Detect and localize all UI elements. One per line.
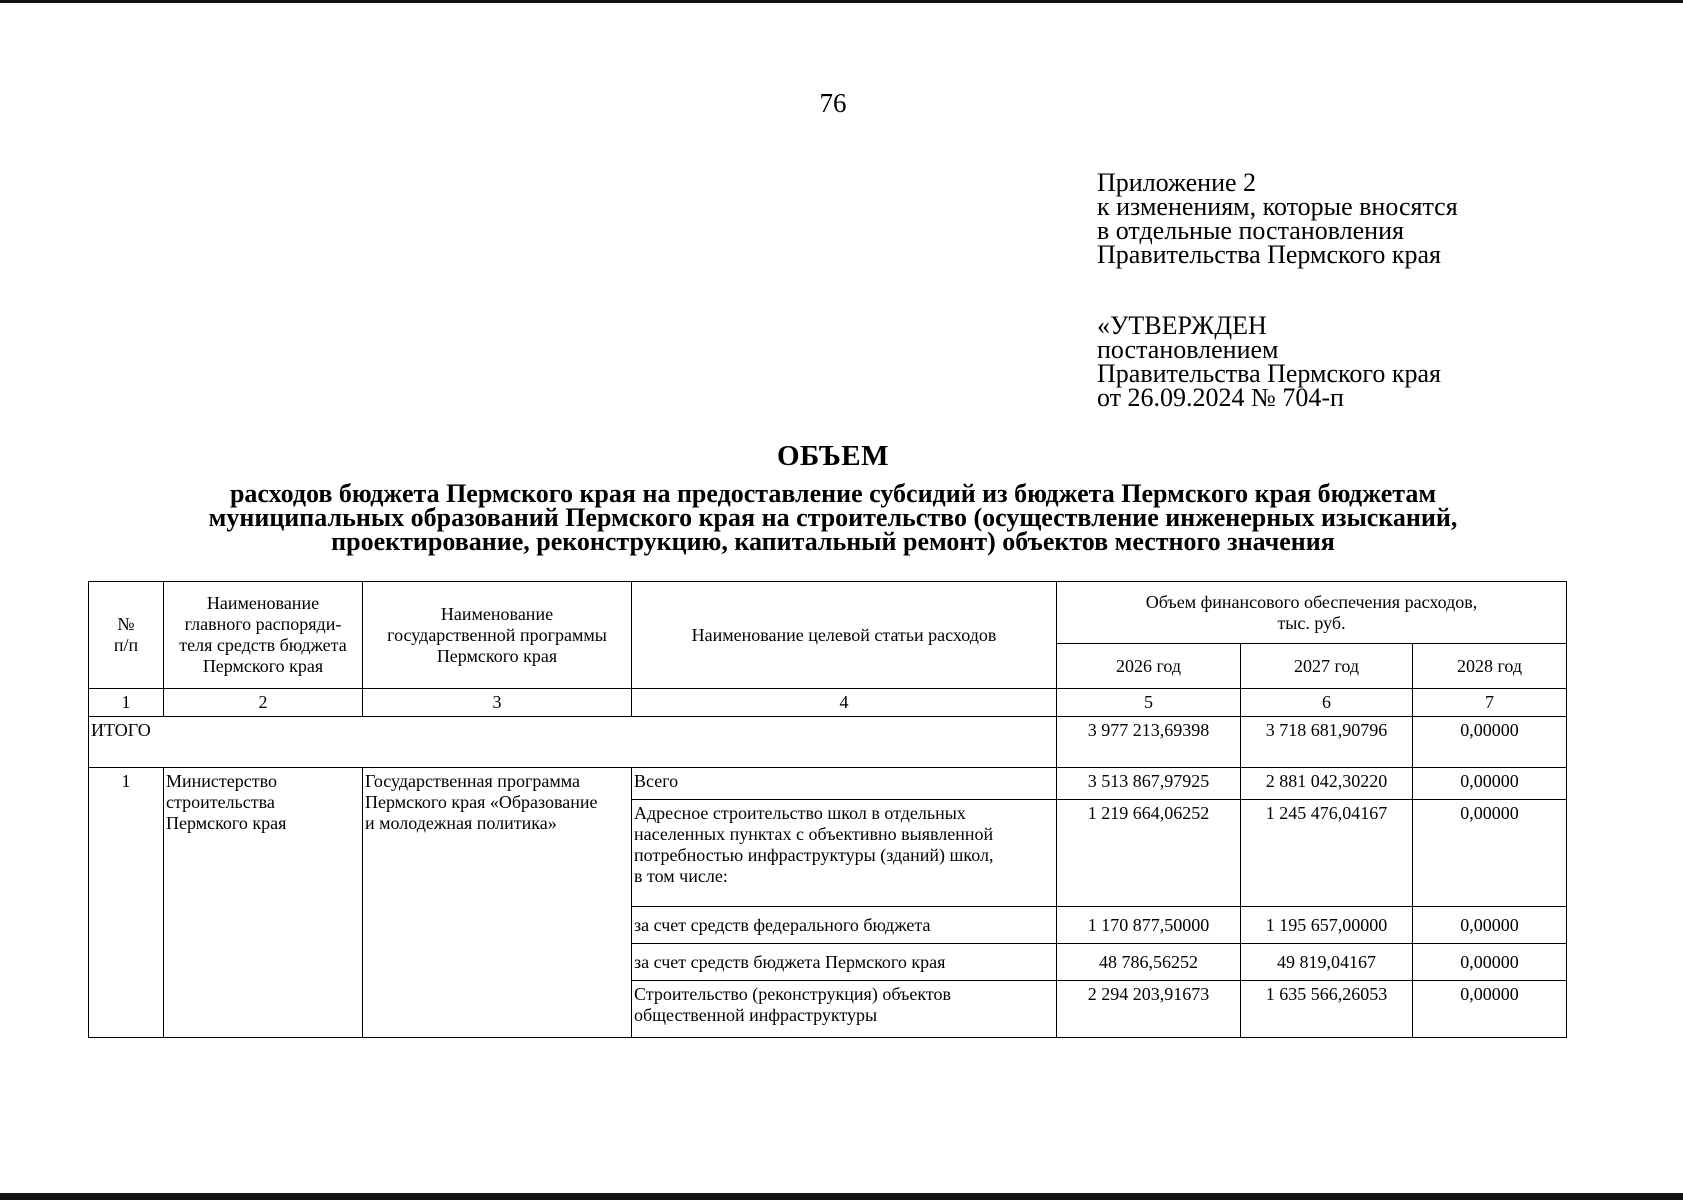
article-cell <box>632 907 1057 944</box>
value-2026: 1 170 877,50000 <box>1057 907 1241 944</box>
header-text: Наименование <box>440 603 554 624</box>
value-2028: 0,00000 <box>1413 944 1567 981</box>
subtitle-line: расходов бюджета Пермского края на предоставление субсидий из бюджета Пермского края бюджетам <box>229 479 1437 508</box>
value-2028: 0,00000 <box>1413 768 1567 800</box>
header-program <box>363 582 632 689</box>
article-cell <box>632 768 1057 800</box>
manager-cell <box>164 768 363 1038</box>
appendix-line: в отдельные постановления <box>1097 216 1404 245</box>
header-volume <box>1057 582 1567 644</box>
cell-line: потребностью инфраструктуры (зданий) школ, <box>634 845 994 865</box>
column-number: 7 <box>1413 689 1567 717</box>
value-2028: 0,00000 <box>1413 907 1567 944</box>
cell-line: Всего <box>634 771 679 791</box>
document-title: ОБЪЕМ <box>776 440 890 472</box>
cell-line: Пермского края «Образование <box>365 792 598 812</box>
column-number: 1 <box>89 689 164 717</box>
column-number: 4 <box>632 689 1057 717</box>
approval-line: постановлением <box>1097 335 1279 364</box>
header-year-2027: 2027 год <box>1241 644 1413 689</box>
total-value-2026: 3 977 213,69398 <box>1057 717 1241 768</box>
value-2027: 49 819,04167 <box>1241 944 1413 981</box>
cell-line: за счет средств бюджета Пермского края <box>634 951 946 972</box>
program-cell <box>363 768 632 1038</box>
approval-line: «УТВЕРЖДЕН <box>1097 311 1267 340</box>
value-2027: 1 245 476,04167 <box>1241 800 1413 907</box>
cell-line: населенных пунктах с объективно выявленной <box>634 824 994 844</box>
value-2027: 1 635 566,26053 <box>1241 981 1413 1038</box>
total-label: ИТОГО <box>89 717 1057 768</box>
approval-stamp-text <box>1097 311 1441 412</box>
column-number: 6 <box>1241 689 1413 717</box>
appendix-note <box>1097 168 1458 269</box>
total-row <box>89 717 1567 768</box>
cell-line: Пермского края <box>166 813 287 833</box>
cell-line: Государственная программа <box>365 771 580 791</box>
cell-line: Министерство <box>166 771 277 791</box>
approval-line: от 26.09.2024 № 704-п <box>1097 383 1344 412</box>
header-text: теля средств бюджета <box>179 635 347 655</box>
column-numbers-row <box>89 689 1567 717</box>
value-2026: 2 294 203,91673 <box>1057 981 1241 1038</box>
subtitle-line: проектирование, реконструкцию, капитальный ремонт) объектов местного значения <box>331 527 1335 556</box>
appendix-line: к изменениям, которые вносятся <box>1097 192 1458 221</box>
header-text: Наименование <box>206 593 320 613</box>
page-number: 76 <box>819 88 847 118</box>
cell-line: Строительство (реконструкция) объектов <box>634 984 951 1004</box>
header-year-2026: 2026 год <box>1057 644 1241 689</box>
header-text: главного распоряди- <box>184 614 342 634</box>
value-2026: 3 513 867,97925 <box>1057 768 1241 800</box>
header-text: государственной программы <box>387 624 607 645</box>
cell-line: Адресное строительство школ в отдельных <box>634 803 966 823</box>
document-subtitle <box>130 479 1536 556</box>
appendix-line: Правительства Пермского края <box>1097 240 1441 269</box>
cell-line: в том числе: <box>634 866 728 886</box>
appendix-line: Приложение 2 <box>1097 168 1257 197</box>
value-2026: 1 219 664,06252 <box>1057 800 1241 907</box>
header-num <box>89 582 164 689</box>
subtitle-line: муниципальных образований Пермского края на строительство (осуществление инженерных изысканий, <box>208 503 1458 532</box>
value-2028: 0,00000 <box>1413 981 1567 1038</box>
column-number: 2 <box>164 689 363 717</box>
header-text: Объем финансового обеспечения расходов, <box>1145 591 1478 612</box>
cell-line: строительства <box>166 792 275 812</box>
budget-table <box>88 581 1567 1038</box>
header-text: тыс. руб. <box>1277 612 1346 633</box>
total-value-2027: 3 718 681,90796 <box>1241 717 1413 768</box>
header-text: № <box>117 614 135 634</box>
value-2026: 48 786,56252 <box>1057 944 1241 981</box>
cell-line: и молодежная политика» <box>365 813 557 833</box>
column-number: 5 <box>1057 689 1241 717</box>
cell-line: за счет средств федерального бюджета <box>634 914 931 935</box>
article-cell <box>632 981 1057 1038</box>
row-number: 1 <box>89 768 164 1038</box>
article-cell <box>632 944 1057 981</box>
total-value-2028: 0,00000 <box>1413 717 1567 768</box>
header-text: Пермского края <box>436 645 558 666</box>
article-cell <box>632 800 1057 907</box>
header-text: п/п <box>113 635 139 655</box>
approval-line: Правительства Пермского края <box>1097 359 1441 388</box>
scan-border-top <box>0 0 1683 3</box>
cell-line: общественной инфраструктуры <box>634 1005 878 1025</box>
table-row <box>89 768 1567 800</box>
header-text: Пермского края <box>202 656 324 676</box>
value-2027: 2 881 042,30220 <box>1241 768 1413 800</box>
header-manager <box>164 582 363 689</box>
value-2027: 1 195 657,00000 <box>1241 907 1413 944</box>
header-year-2028: 2028 год <box>1413 644 1567 689</box>
column-number: 3 <box>363 689 632 717</box>
scan-border-bottom <box>0 1193 1683 1200</box>
header-article: Наименование целевой статьи расходов <box>632 582 1057 689</box>
value-2028: 0,00000 <box>1413 800 1567 907</box>
